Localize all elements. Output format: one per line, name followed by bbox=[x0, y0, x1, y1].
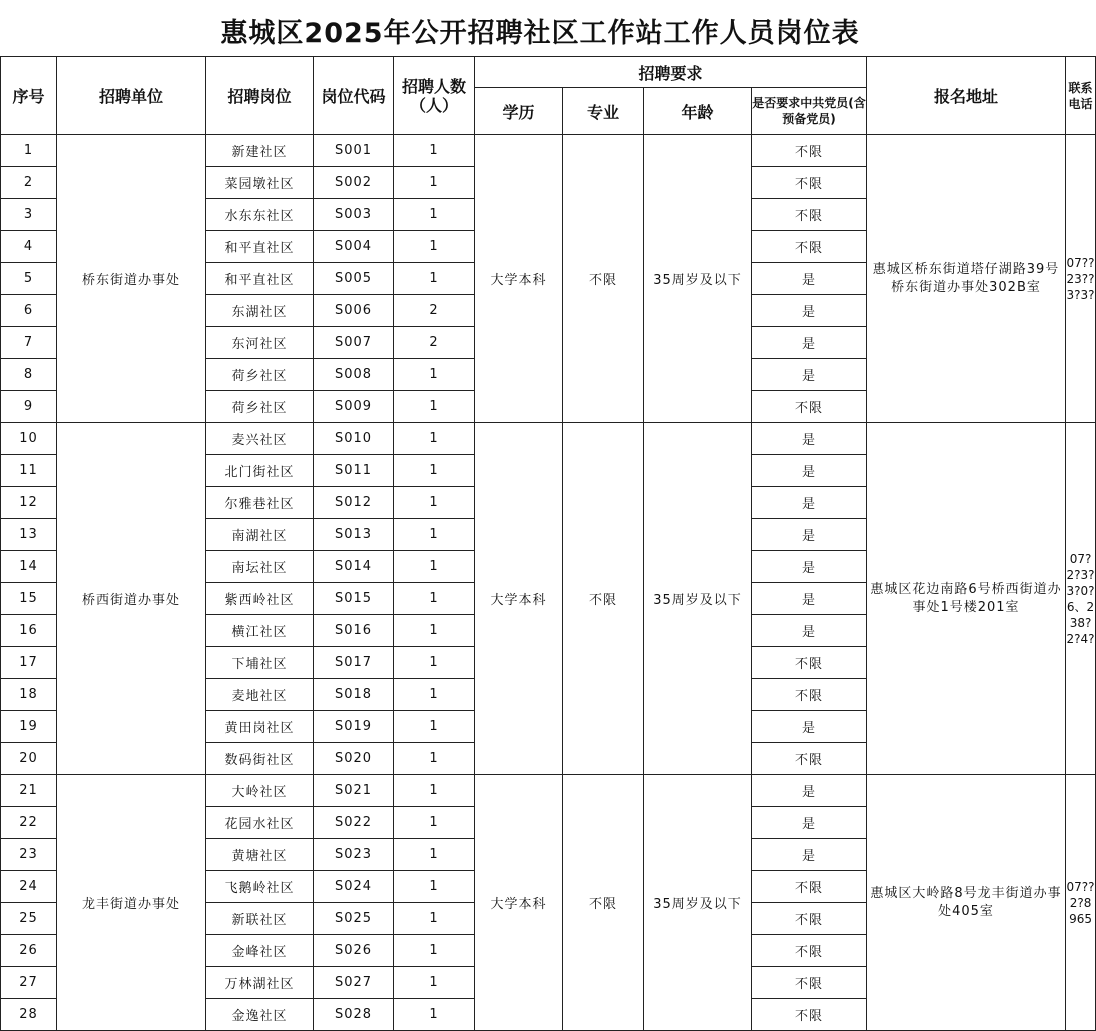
row-seq: 16 bbox=[1, 615, 57, 647]
row-address: 惠城区花边南路6号桥西街道办事处1号楼201室 bbox=[867, 423, 1066, 775]
row-seq: 1 bbox=[1, 135, 57, 167]
row-seq: 14 bbox=[1, 551, 57, 583]
row-count: 1 bbox=[394, 519, 475, 551]
row-address: 惠城区大岭路8号龙丰街道办事处405室 bbox=[867, 775, 1066, 1031]
row-code: S010 bbox=[314, 423, 394, 455]
row-seq: 8 bbox=[1, 359, 57, 391]
row-seq: 13 bbox=[1, 519, 57, 551]
row-seq: 24 bbox=[1, 871, 57, 903]
row-code: S022 bbox=[314, 807, 394, 839]
row-party: 不限 bbox=[752, 903, 867, 935]
row-seq: 2 bbox=[1, 167, 57, 199]
row-code: S016 bbox=[314, 615, 394, 647]
header-seq: 序号 bbox=[1, 57, 57, 135]
row-count: 1 bbox=[394, 679, 475, 711]
row-post: 大岭社区 bbox=[206, 775, 314, 807]
row-party: 是 bbox=[752, 487, 867, 519]
row-seq: 19 bbox=[1, 711, 57, 743]
row-code: S013 bbox=[314, 519, 394, 551]
row-party: 是 bbox=[752, 839, 867, 871]
row-major: 不限 bbox=[563, 775, 644, 1031]
page-title: 惠城区2025年公开招聘社区工作站工作人员岗位表 bbox=[220, 17, 860, 49]
header-age: 年龄 bbox=[644, 88, 752, 135]
row-party: 不限 bbox=[752, 967, 867, 999]
table-row bbox=[1, 135, 1096, 167]
row-code: S011 bbox=[314, 455, 394, 487]
row-count: 1 bbox=[394, 135, 475, 167]
row-post: 花园水社区 bbox=[206, 807, 314, 839]
row-count: 1 bbox=[394, 743, 475, 775]
row-code: S021 bbox=[314, 775, 394, 807]
row-code: S006 bbox=[314, 295, 394, 327]
row-party: 是 bbox=[752, 327, 867, 359]
row-count: 1 bbox=[394, 455, 475, 487]
row-party: 是 bbox=[752, 423, 867, 455]
row-count: 1 bbox=[394, 199, 475, 231]
row-code: S025 bbox=[314, 903, 394, 935]
row-post: 新联社区 bbox=[206, 903, 314, 935]
row-code: S020 bbox=[314, 743, 394, 775]
row-party: 是 bbox=[752, 295, 867, 327]
row-party: 是 bbox=[752, 263, 867, 295]
row-post: 荷乡社区 bbox=[206, 391, 314, 423]
row-code: S005 bbox=[314, 263, 394, 295]
row-count: 1 bbox=[394, 839, 475, 871]
row-age: 35周岁及以下 bbox=[644, 423, 752, 775]
row-party: 是 bbox=[752, 711, 867, 743]
row-count: 1 bbox=[394, 359, 475, 391]
row-count: 1 bbox=[394, 615, 475, 647]
row-seq: 3 bbox=[1, 199, 57, 231]
row-age: 35周岁及以下 bbox=[644, 775, 752, 1031]
row-post: 黄塘社区 bbox=[206, 839, 314, 871]
row-post: 新建社区 bbox=[206, 135, 314, 167]
row-cut-column: 07?2?3?3?0?6、238?2?4? bbox=[1066, 423, 1096, 775]
header-education: 学历 bbox=[475, 88, 563, 135]
row-count: 1 bbox=[394, 551, 475, 583]
row-count: 1 bbox=[394, 775, 475, 807]
row-count: 1 bbox=[394, 903, 475, 935]
row-post: 数码街社区 bbox=[206, 743, 314, 775]
row-post: 菜园墩社区 bbox=[206, 167, 314, 199]
row-seq: 11 bbox=[1, 455, 57, 487]
row-code: S028 bbox=[314, 999, 394, 1031]
row-count: 1 bbox=[394, 423, 475, 455]
row-post: 南湖社区 bbox=[206, 519, 314, 551]
row-seq: 21 bbox=[1, 775, 57, 807]
row-count: 2 bbox=[394, 295, 475, 327]
row-party: 是 bbox=[752, 359, 867, 391]
row-seq: 12 bbox=[1, 487, 57, 519]
row-party: 不限 bbox=[752, 871, 867, 903]
header-party: 是否要求中共党员(含预备党员) bbox=[752, 88, 867, 135]
header-major: 专业 bbox=[563, 88, 644, 135]
header-code: 岗位代码 bbox=[314, 57, 394, 135]
row-party: 不限 bbox=[752, 743, 867, 775]
row-seq: 20 bbox=[1, 743, 57, 775]
row-seq: 18 bbox=[1, 679, 57, 711]
row-count: 1 bbox=[394, 967, 475, 999]
row-post: 水东东社区 bbox=[206, 199, 314, 231]
row-party: 不限 bbox=[752, 647, 867, 679]
row-seq: 7 bbox=[1, 327, 57, 359]
row-party: 不限 bbox=[752, 679, 867, 711]
row-post: 麦兴社区 bbox=[206, 423, 314, 455]
row-code: S019 bbox=[314, 711, 394, 743]
row-post: 南坛社区 bbox=[206, 551, 314, 583]
row-party: 是 bbox=[752, 551, 867, 583]
row-cut-column: 07??23??3?3? bbox=[1066, 135, 1096, 423]
row-seq: 6 bbox=[1, 295, 57, 327]
header-cut-column: 联系电话 bbox=[1066, 57, 1096, 135]
row-unit: 桥西街道办事处 bbox=[57, 423, 206, 775]
row-party: 是 bbox=[752, 615, 867, 647]
row-code: S015 bbox=[314, 583, 394, 615]
row-count: 2 bbox=[394, 327, 475, 359]
row-count: 1 bbox=[394, 583, 475, 615]
row-code: S009 bbox=[314, 391, 394, 423]
row-seq: 5 bbox=[1, 263, 57, 295]
row-post: 尔雅巷社区 bbox=[206, 487, 314, 519]
row-party: 不限 bbox=[752, 167, 867, 199]
row-count: 1 bbox=[394, 487, 475, 519]
row-education: 大学本科 bbox=[475, 423, 563, 775]
row-post: 黄田岗社区 bbox=[206, 711, 314, 743]
row-post: 北门街社区 bbox=[206, 455, 314, 487]
row-post: 和平直社区 bbox=[206, 263, 314, 295]
row-seq: 15 bbox=[1, 583, 57, 615]
row-code: S002 bbox=[314, 167, 394, 199]
positions-table bbox=[0, 56, 1096, 1031]
row-count: 1 bbox=[394, 935, 475, 967]
row-party: 是 bbox=[752, 519, 867, 551]
row-party: 不限 bbox=[752, 999, 867, 1031]
row-post: 金逸社区 bbox=[206, 999, 314, 1031]
row-seq: 10 bbox=[1, 423, 57, 455]
row-party: 不限 bbox=[752, 935, 867, 967]
row-post: 东湖社区 bbox=[206, 295, 314, 327]
row-post: 飞鹅岭社区 bbox=[206, 871, 314, 903]
row-age: 35周岁及以下 bbox=[644, 135, 752, 423]
row-unit: 龙丰街道办事处 bbox=[57, 775, 206, 1031]
row-code: S024 bbox=[314, 871, 394, 903]
row-seq: 22 bbox=[1, 807, 57, 839]
row-post: 下埔社区 bbox=[206, 647, 314, 679]
header-post: 招聘岗位 bbox=[206, 57, 314, 135]
row-unit: 桥东街道办事处 bbox=[57, 135, 206, 423]
row-code: S017 bbox=[314, 647, 394, 679]
row-party: 是 bbox=[752, 807, 867, 839]
row-party: 不限 bbox=[752, 231, 867, 263]
row-code: S003 bbox=[314, 199, 394, 231]
header-unit: 招聘单位 bbox=[57, 57, 206, 135]
row-party: 不限 bbox=[752, 135, 867, 167]
row-party: 不限 bbox=[752, 199, 867, 231]
row-count: 1 bbox=[394, 871, 475, 903]
row-code: S023 bbox=[314, 839, 394, 871]
row-party: 是 bbox=[752, 583, 867, 615]
row-cut-column: 07??2?8965 bbox=[1066, 775, 1096, 1031]
row-seq: 26 bbox=[1, 935, 57, 967]
row-post: 和平直社区 bbox=[206, 231, 314, 263]
header-address: 报名地址 bbox=[867, 57, 1066, 135]
row-party: 不限 bbox=[752, 391, 867, 423]
row-count: 1 bbox=[394, 391, 475, 423]
table-row bbox=[1, 775, 1096, 807]
row-count: 1 bbox=[394, 231, 475, 263]
row-seq: 27 bbox=[1, 967, 57, 999]
row-party: 是 bbox=[752, 775, 867, 807]
row-seq: 25 bbox=[1, 903, 57, 935]
row-post: 万林湖社区 bbox=[206, 967, 314, 999]
row-code: S004 bbox=[314, 231, 394, 263]
row-post: 东河社区 bbox=[206, 327, 314, 359]
table-row bbox=[1, 423, 1096, 455]
row-post: 荷乡社区 bbox=[206, 359, 314, 391]
row-count: 1 bbox=[394, 647, 475, 679]
row-code: S018 bbox=[314, 679, 394, 711]
row-count: 1 bbox=[394, 711, 475, 743]
row-post: 麦地社区 bbox=[206, 679, 314, 711]
row-post: 横江社区 bbox=[206, 615, 314, 647]
row-code: S007 bbox=[314, 327, 394, 359]
row-code: S012 bbox=[314, 487, 394, 519]
row-major: 不限 bbox=[563, 423, 644, 775]
row-code: S027 bbox=[314, 967, 394, 999]
row-count: 1 bbox=[394, 807, 475, 839]
row-count: 1 bbox=[394, 263, 475, 295]
row-address: 惠城区桥东街道塔仔湖路39号桥东街道办事处302B室 bbox=[867, 135, 1066, 423]
header-count: 招聘人数（人） bbox=[394, 57, 475, 135]
row-major: 不限 bbox=[563, 135, 644, 423]
row-post: 金峰社区 bbox=[206, 935, 314, 967]
row-seq: 28 bbox=[1, 999, 57, 1031]
row-post: 紫西岭社区 bbox=[206, 583, 314, 615]
row-code: S026 bbox=[314, 935, 394, 967]
row-count: 1 bbox=[394, 167, 475, 199]
row-party: 是 bbox=[752, 455, 867, 487]
row-education: 大学本科 bbox=[475, 135, 563, 423]
row-education: 大学本科 bbox=[475, 775, 563, 1031]
row-seq: 4 bbox=[1, 231, 57, 263]
row-code: S001 bbox=[314, 135, 394, 167]
row-code: S014 bbox=[314, 551, 394, 583]
row-seq: 9 bbox=[1, 391, 57, 423]
header-requirements: 招聘要求 bbox=[475, 57, 867, 88]
row-seq: 23 bbox=[1, 839, 57, 871]
row-code: S008 bbox=[314, 359, 394, 391]
row-seq: 17 bbox=[1, 647, 57, 679]
row-count: 1 bbox=[394, 999, 475, 1031]
